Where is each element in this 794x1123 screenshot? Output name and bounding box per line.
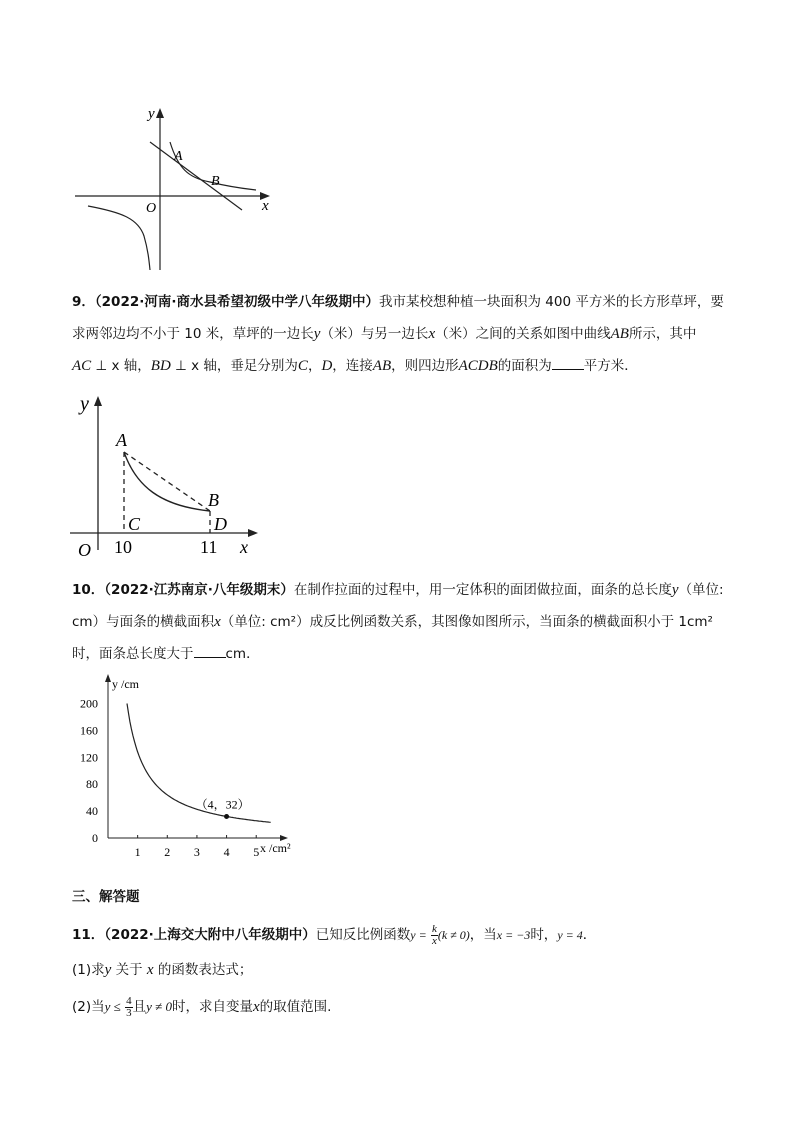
- q9-number: 9．: [72, 294, 95, 310]
- q11-line-1: [72, 922, 722, 948]
- q11-p2-d: 的取值范围.: [259, 999, 332, 1015]
- chart-x-axis-label: x /cm²: [260, 841, 291, 855]
- x-axis-label: x: [240, 537, 248, 557]
- chart-y-tick-label: 40: [86, 804, 98, 819]
- point-a-label: A: [116, 430, 127, 450]
- q10-text-3b: cm．: [225, 646, 260, 662]
- q9-var-ab: AB: [610, 326, 629, 342]
- y-axis-label: y: [148, 106, 155, 122]
- q11-source: （2022·上海交大附中八年级期中）: [104, 927, 316, 943]
- section-3-title: 三、解答题: [72, 889, 140, 905]
- q11-frac-num: k: [431, 922, 437, 935]
- q9-text-3g: 平方米．: [583, 358, 638, 374]
- q10-var-y: y: [671, 582, 679, 598]
- q11-p2-a: (2)当: [72, 999, 105, 1015]
- q11-p2-num: 4: [126, 994, 132, 1007]
- q11-p1-b: 关于: [111, 962, 147, 978]
- curve-ab: [124, 452, 210, 511]
- q9-line-2: [72, 324, 722, 344]
- tick-label-11: 11: [200, 537, 218, 557]
- q11-p2-c: 时，求自变量: [171, 999, 253, 1015]
- q10-text-1b: （单位:: [678, 582, 724, 598]
- q11-func-lhs: y =: [410, 928, 427, 942]
- q11-text-c: 时，: [530, 927, 558, 943]
- point-a-label: A: [174, 149, 183, 164]
- q11-number: 11．: [72, 927, 105, 943]
- q9-text-3c: ，: [307, 358, 322, 374]
- chart-y-tick-label: 120: [80, 750, 98, 765]
- point-d-label: D: [214, 514, 227, 534]
- chart-data-point: [224, 814, 229, 819]
- point-c-label: C: [128, 514, 141, 534]
- y-axis-arrow: [94, 396, 102, 406]
- q9-text-3d: ，连接: [332, 358, 373, 374]
- chart-y-axis-label: y /cm: [112, 677, 139, 691]
- chart-y-tick-label: 160: [80, 723, 98, 738]
- q9-text-3b: ⊥ x 轴，垂足分别为: [170, 358, 298, 374]
- q11-p2-b: 且: [132, 999, 147, 1015]
- x-axis-arrow: [248, 529, 258, 537]
- chart-y-tick-label: 80: [86, 777, 98, 792]
- q11-p2-ne: y ≠ 0: [146, 999, 172, 1014]
- q11-part-1: [72, 960, 722, 980]
- q9-var-y: y: [313, 326, 321, 342]
- q9-text-2b: （米）与另一边长: [320, 326, 429, 342]
- q11-text-b: ，当: [469, 927, 497, 943]
- point-b-label: B: [208, 490, 219, 510]
- chart-x-tick-label: 5: [253, 845, 260, 859]
- q10-line-3: [72, 644, 722, 664]
- q11-text-d: ．: [582, 927, 597, 943]
- q10-line-1: [72, 580, 722, 600]
- y-axis-arrow: [156, 108, 164, 118]
- chart-point-label: （4，32）: [195, 797, 250, 812]
- q11-p2-x: x: [252, 999, 260, 1015]
- q10-var-x: x: [214, 614, 221, 630]
- q9-var-ab-2: AB: [372, 358, 392, 374]
- y-axis-label: y: [80, 393, 89, 415]
- q11-func-cond: (k ≠ 0): [437, 928, 470, 942]
- q9-var-bd: BD: [150, 358, 171, 374]
- q10-chart: [60, 672, 310, 867]
- q9-text-2c: （米）之间的关系如图中曲线: [435, 326, 611, 342]
- chart-x-tick-label: 3: [193, 845, 200, 859]
- chart-y-axis-arrow: [105, 674, 111, 682]
- q9-text-3f: 的面积为: [497, 358, 552, 374]
- q8-figure: [70, 100, 280, 275]
- chart-x-tick-label: 1: [134, 845, 141, 859]
- q9-source: （2022·河南·商水县希望初级中学八年级期中）: [94, 294, 379, 310]
- q11-cond-1: x = −3: [496, 928, 531, 942]
- chart-x-tick-label: 2: [164, 845, 171, 859]
- q9-text-2d: 所示，其中: [628, 326, 697, 342]
- q9-answer-blank[interactable]: [552, 357, 584, 370]
- point-b-label: B: [211, 174, 220, 189]
- q9-var-d: D: [321, 358, 333, 374]
- q9-text-3a: ⊥ x 轴，: [91, 358, 151, 374]
- q10-source: （2022·江苏南京·八年级期末）: [104, 582, 294, 598]
- q9-text-3e: ，则四边形: [391, 358, 459, 374]
- origin-label: O: [78, 540, 91, 560]
- q11-fraction-4-over-3: [125, 996, 133, 1019]
- q9-figure: [70, 390, 270, 565]
- q9-var-c: C: [297, 358, 308, 374]
- q11-p1-c: 的函数表达式；: [153, 962, 253, 978]
- q9-line-1: [72, 292, 722, 312]
- chart-y-tick-label: 0: [92, 831, 98, 845]
- q11-p2-den: 3: [126, 1006, 132, 1019]
- q10-line-2: [72, 612, 722, 632]
- origin-label: O: [146, 201, 157, 216]
- q9-var-x: x: [428, 326, 436, 342]
- hyperbola-branch-left: [88, 206, 150, 270]
- q9-text-1: 我市某校想种植一块面积为 400 平方米的长方形草坪，要: [379, 294, 724, 310]
- q11-cond-2: y = 4: [557, 928, 583, 942]
- chart-y-tick-label: 200: [80, 696, 98, 711]
- q11-part-2: [72, 992, 722, 1022]
- q9-var-ac: AC: [72, 358, 92, 374]
- segment-ab-dashed: [124, 452, 210, 511]
- q9-line-3: [72, 356, 722, 376]
- q10-text-2b: （单位: cm²）成反比例函数关系，其图像如图所示，当面条的横截面积小于 1cm²: [220, 614, 713, 630]
- q11-frac-den: x: [431, 934, 437, 947]
- q9-var-acdb: ACDB: [458, 358, 498, 374]
- q10-text-1: 在制作拉面的过程中，用一定体积的面团做拉面，面条的总长度: [293, 582, 672, 598]
- q10-text-2a: cm）与面条的横截面积: [72, 614, 215, 630]
- q10-text-3a: 时，面条总长度大于: [72, 646, 194, 662]
- q9-text-2a: 求两邻边均不小于 10 米，草坪的一边长: [72, 326, 314, 342]
- q11-p2-y: y ≤: [104, 999, 121, 1014]
- q11-p1-y: y: [104, 962, 112, 978]
- q11-text-a: 已知反比例函数: [315, 927, 411, 943]
- straight-line: [150, 142, 242, 210]
- tick-label-10: 10: [114, 537, 132, 557]
- q11-p1-x: x: [146, 962, 154, 978]
- q10-answer-blank[interactable]: [194, 645, 226, 658]
- q11-fraction-k-over-x: [431, 924, 438, 947]
- chart-x-tick-label: 4: [223, 845, 230, 859]
- q11-p1-a: (1)求: [72, 962, 105, 978]
- x-axis-label: x: [262, 198, 269, 214]
- q10-number: 10．: [72, 582, 105, 598]
